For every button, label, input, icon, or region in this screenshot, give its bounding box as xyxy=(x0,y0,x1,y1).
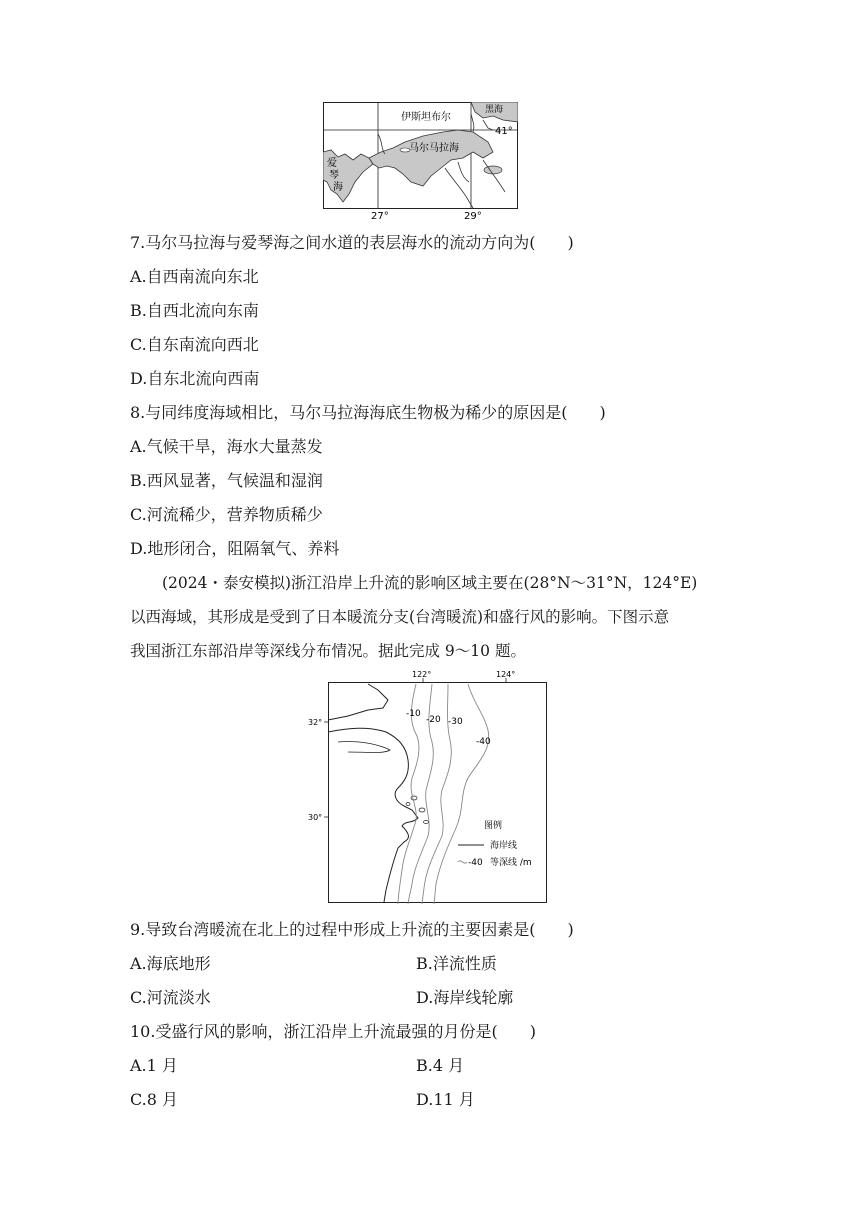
isobath-label-30: -30 xyxy=(448,717,463,727)
intro-line-2: 以西海域，其形成是受到了日本暖流分支(台湾暖流)和盛行风的影响。下图示意 xyxy=(130,608,670,626)
label-istanbul: 伊斯坦布尔 xyxy=(401,112,451,123)
question-7-option-b: B.自西北流向东南 xyxy=(130,301,259,320)
question-8-option-c: C.河流稀少，营养物质稀少 xyxy=(130,505,323,524)
question-8-option-b: B.西风显著，气候温和湿润 xyxy=(130,471,323,490)
legend-depth: 等深线 /m xyxy=(490,858,532,868)
label-lon-124: 124° xyxy=(496,670,516,679)
isobath-label-40: -40 xyxy=(476,737,491,747)
question-9-stem: 9.导致台湾暖流在北上的过程中形成上升流的主要因素是( ) xyxy=(130,920,574,939)
legend-coast: 海岸线 xyxy=(490,841,518,851)
zhejiang-isobath-map xyxy=(308,670,553,905)
label-lat-30: 30° xyxy=(308,813,323,822)
label-aegean-3: 海 xyxy=(333,182,343,193)
legend-title: 图例 xyxy=(484,821,503,831)
question-7-option-a: A.自西南流向东北 xyxy=(130,267,259,286)
question-9-option-c: C.河流淡水 xyxy=(130,988,211,1007)
label-marmara: 马尔马拉海 xyxy=(409,143,459,154)
question-8-option-a: A.气候干旱，海水大量蒸发 xyxy=(130,437,323,456)
marmara-sea-map xyxy=(323,102,518,220)
label-lon-29: 29° xyxy=(464,211,482,220)
question-10-option-c: C.8 月 xyxy=(130,1090,179,1109)
label-lon-27: 27° xyxy=(371,211,389,220)
label-lat-41: 41° xyxy=(495,126,513,137)
question-8-option-d: D.地形闭合，阻隔氧气、养料 xyxy=(130,539,340,558)
label-lat-32: 32° xyxy=(308,718,323,727)
question-7-option-d: D.自东北流向西南 xyxy=(130,369,260,388)
question-10-option-a: A.1 月 xyxy=(130,1056,178,1075)
question-7-option-c: C.自东南流向西北 xyxy=(130,335,259,354)
question-10-option-d: D.11 月 xyxy=(416,1090,475,1109)
intro-line-3: 我国浙江东部沿岸等深线分布情况。据此完成 9～10 题。 xyxy=(130,642,526,660)
label-aegean-1: 爱 xyxy=(327,158,337,169)
label-lon-122: 122° xyxy=(412,670,432,679)
intro-line-1: (2024・泰安模拟)浙江沿岸上升流的影响区域主要在(28°N～31°N，124°E) xyxy=(162,574,698,592)
label-aegean-2: 琴 xyxy=(329,170,339,181)
question-10-stem: 10.受盛行风的影响，浙江沿岸上升流最强的月份是( ) xyxy=(130,1022,536,1041)
isobath-label-20: -20 xyxy=(426,715,441,725)
question-9-option-d: D.海岸线轮廓 xyxy=(416,988,514,1007)
question-7-stem: 7.马尔马拉海与爱琴海之间水道的表层海水的流动方向为( ) xyxy=(130,233,574,252)
label-black-sea: 黑海 xyxy=(485,105,504,115)
question-9-option-b: B.洋流性质 xyxy=(416,954,497,973)
question-9-option-a: A.海底地形 xyxy=(130,954,211,973)
legend-depth-num: -40 xyxy=(468,858,483,868)
question-10-option-b: B.4 月 xyxy=(416,1056,465,1075)
question-8-stem: 8.与同纬度海域相比，马尔马拉海海底生物极为稀少的原因是( ) xyxy=(130,403,606,422)
isobath-label-10: -10 xyxy=(406,709,421,719)
